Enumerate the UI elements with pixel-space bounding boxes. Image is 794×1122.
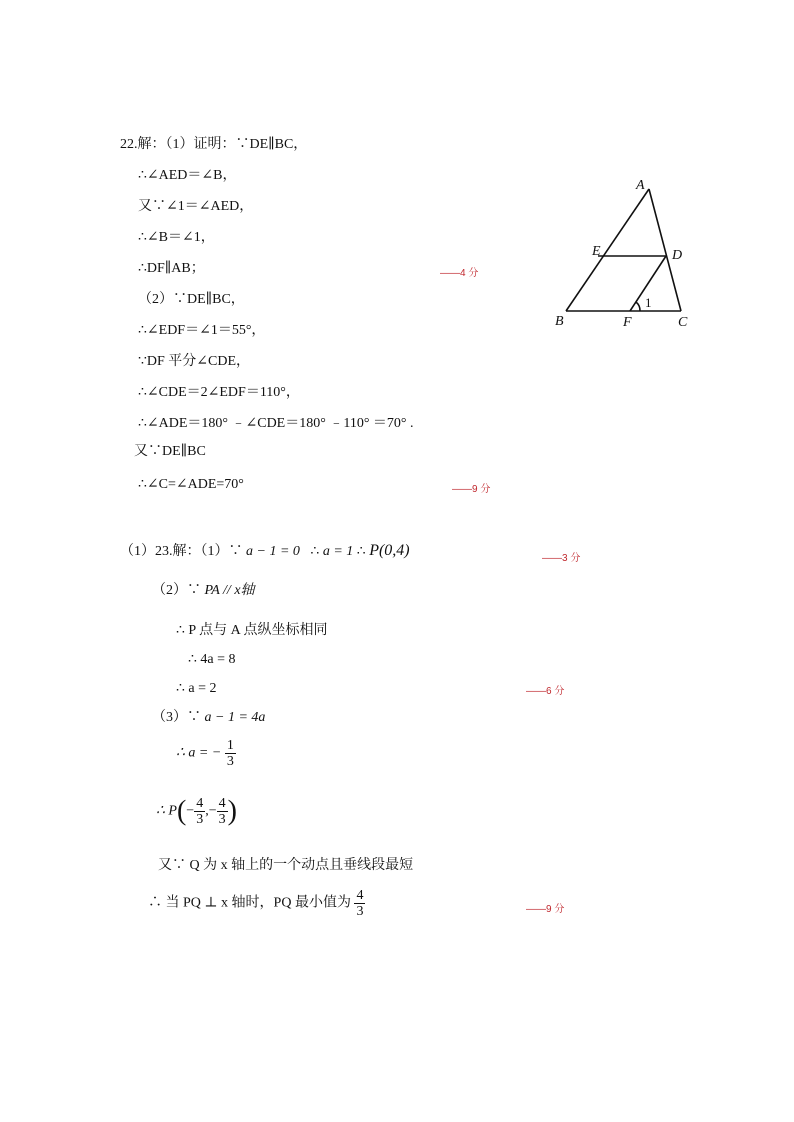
q23-header-prefix: （1）23.解：（1）∵ — [120, 544, 243, 559]
q23-part3-step-4-text: ∴ 当 PQ ⊥ x 轴时，PQ 最小值为 — [148, 895, 351, 911]
q23-part2-prefix: （2）∵ — [152, 583, 201, 598]
fraction-numerator: 4 — [218, 796, 226, 811]
fraction-denominator: 3 — [218, 812, 226, 827]
label-angle-1: 1 — [645, 295, 652, 310]
fraction-four-thirds-y — [217, 796, 228, 827]
q22-step-3: ∴∠B＝∠1， — [138, 230, 215, 245]
q23-part2-text: PA // x轴 — [204, 583, 255, 598]
q23-eq-a-1: a = 1 — [322, 544, 354, 559]
q23-part2-step-2: ∴ 4a = 8 — [188, 652, 236, 667]
q22-step-10: 又∵DE∥BC — [134, 444, 206, 459]
q23-score-6: ——6 分 — [526, 686, 565, 697]
q23-part2-step-3: ∴ a = 2 — [176, 681, 217, 696]
label-a: A — [636, 178, 645, 193]
q23-eq-a-minus-1: a − 1 = 0 — [246, 544, 300, 559]
fraction-four-thirds-x — [194, 796, 205, 827]
q23-part3-step-3: 又∵ Q 为 x 轴上的一个动点且垂线段最短 — [158, 858, 414, 873]
q22-score-9: ——9 分 — [452, 484, 491, 495]
q22-header: 22.解：（1）证明：∵DE∥BC， — [120, 137, 308, 152]
fraction-one-third — [225, 738, 236, 769]
q23-part3-a-value — [176, 738, 236, 769]
fraction-denominator: 3 — [356, 904, 364, 919]
fraction-denominator: 3 — [226, 754, 234, 769]
label-d: D — [672, 248, 683, 263]
side-ab — [566, 189, 649, 311]
q23-point-p: P(0,4) — [369, 542, 410, 559]
fraction-denominator: 3 — [196, 812, 204, 827]
q23-part3-point: ∴ P(− $\frac{4}{3}$ ,− $\frac{4}{3}$ ) — [156, 795, 237, 827]
q23-part2-header — [152, 582, 255, 600]
q23-score-9: ——9 分 — [526, 904, 565, 915]
q23-score-3: ——3 分 — [542, 553, 581, 564]
fraction-min-value — [354, 888, 365, 919]
label-f: F — [623, 315, 632, 330]
label-b: B — [555, 314, 564, 329]
label-e: E — [592, 244, 601, 259]
fraction-numerator: 4 — [196, 796, 204, 811]
q23-part3-step-4 — [148, 888, 365, 919]
triangle-figure — [550, 175, 700, 335]
q23-part3-header — [152, 709, 265, 727]
q22-part2-header: （2）∵DE∥BC， — [138, 292, 245, 307]
q23-part3-prefix: （3）∵ — [152, 710, 201, 725]
q22-step-11: ∴∠C=∠ADE=70° — [138, 477, 244, 492]
label-c: C — [678, 315, 688, 330]
q23-part3-eq: a − 1 = 4a — [204, 710, 266, 725]
q23-header — [120, 542, 410, 561]
q23-therefore-2: ∴ — [356, 544, 366, 559]
q22-step-2: 又∵∠1＝∠AED， — [138, 199, 254, 214]
q22-step-1: ∴∠AED＝∠B， — [138, 168, 237, 183]
q22-step-8: ∴∠CDE＝2∠EDF＝110°， — [138, 385, 300, 400]
fraction-numerator: 4 — [356, 888, 364, 903]
q22-score-4: ——4 分 — [440, 268, 479, 279]
q22-step-4: ∴DF∥AB； — [138, 261, 205, 276]
fraction-numerator: 1 — [226, 738, 234, 753]
q23-part3-a-prefix: ∴ a = − — [176, 745, 222, 761]
q23-part2-step-1: ∴ P 点与 A 点纵坐标相同 — [176, 623, 328, 638]
angle-1-arc — [636, 302, 640, 311]
q23-therefore-1: ∴ — [310, 544, 320, 559]
q22-step-9: ∴∠ADE＝180° ﹣∠CDE＝180° ﹣110° ＝70° . — [138, 416, 414, 431]
q22-step-7: ∵DF 平分∠CDE， — [138, 354, 251, 369]
q23-part3-p-prefix: ∴ P — [156, 803, 177, 819]
q22-step-6: ∴∠EDF＝∠1＝55°， — [138, 323, 266, 338]
